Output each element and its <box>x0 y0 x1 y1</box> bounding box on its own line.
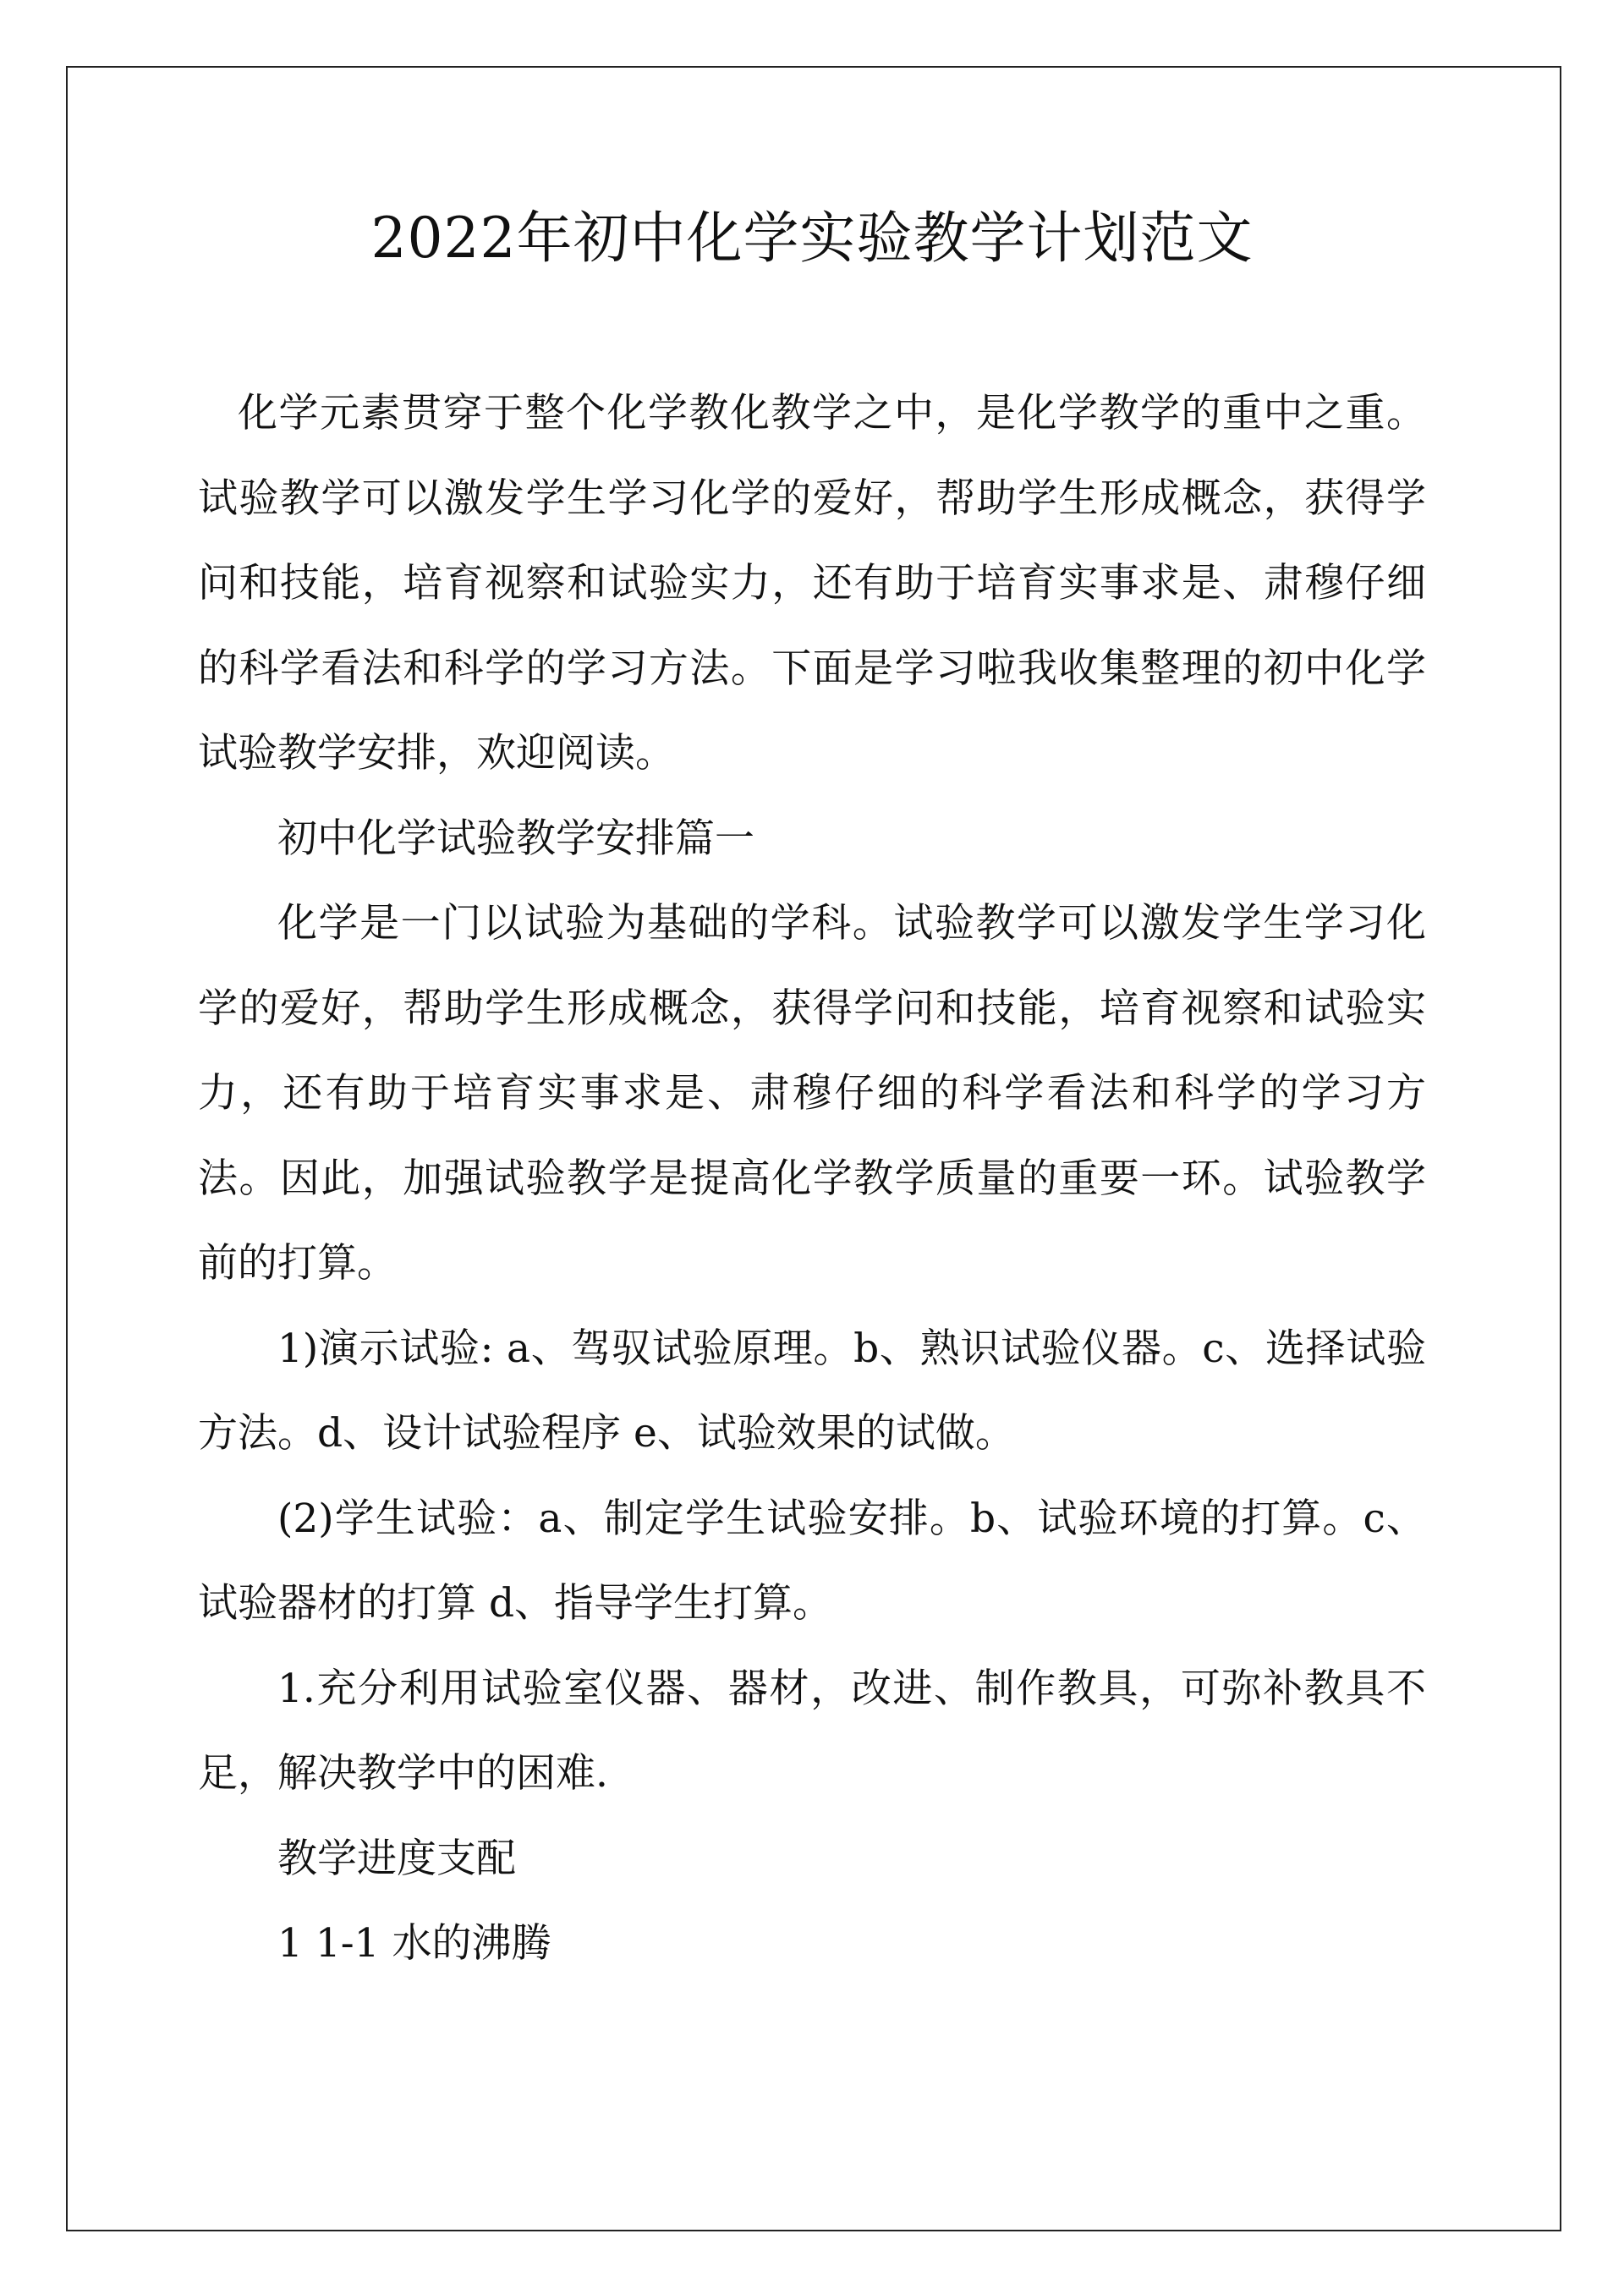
intro-paragraph: 化学元素贯穿于整个化学教化教学之中，是化学教学的重中之重。试验教学可以激发学生学习化学的爱好，帮助学生形成概念，获得学问和技能，培育视察和试验实力，还有助于培育实事求是、肃穆仔细的科学看法和科学的学习方法。下面是学习啦我收集整理的初中化学试验教学安排，欢迎阅读。 <box>198 390 1426 777</box>
body-paragraph: 化学是一门以试验为基础的学科。试验教学可以激发学生学习化学的爱好，帮助学生形成概念，获得学问和技能，培育视察和试验实力，还有助于培育实事求是、肃穆仔细的科学看法和科学的学习方法。因此，加强试验教学是提高化学教学质量的重要一环。试验教学前的打算。 <box>198 900 1426 1287</box>
schedule-item: 1 1-1 水的沸腾 <box>277 1920 551 1967</box>
schedule-heading: 教学进度支配 <box>277 1835 516 1882</box>
document-body <box>198 371 1426 1987</box>
section-heading: 初中化学试验教学安排篇一 <box>277 815 754 862</box>
list-item-student-experiment: (2)学生试验：a、制定学生试验安排。b、试验环境的打算。c、试验器材的打算 d、指导学生打算。 <box>198 1495 1426 1627</box>
document-title: 2022年初中化学实验教学计划范文 <box>370 206 1254 271</box>
list-item-equipment: 1.充分利用试验室仪器、器材，改进、制作教具，可弥补教具不足，解决教学中的困难. <box>198 1665 1426 1797</box>
list-item-demonstration: 1)演示试验: a、驾驭试验原理。b、熟识试验仪器。c、选择试验方法。d、设计试验程序 e、试验效果的试做。 <box>198 1325 1426 1457</box>
